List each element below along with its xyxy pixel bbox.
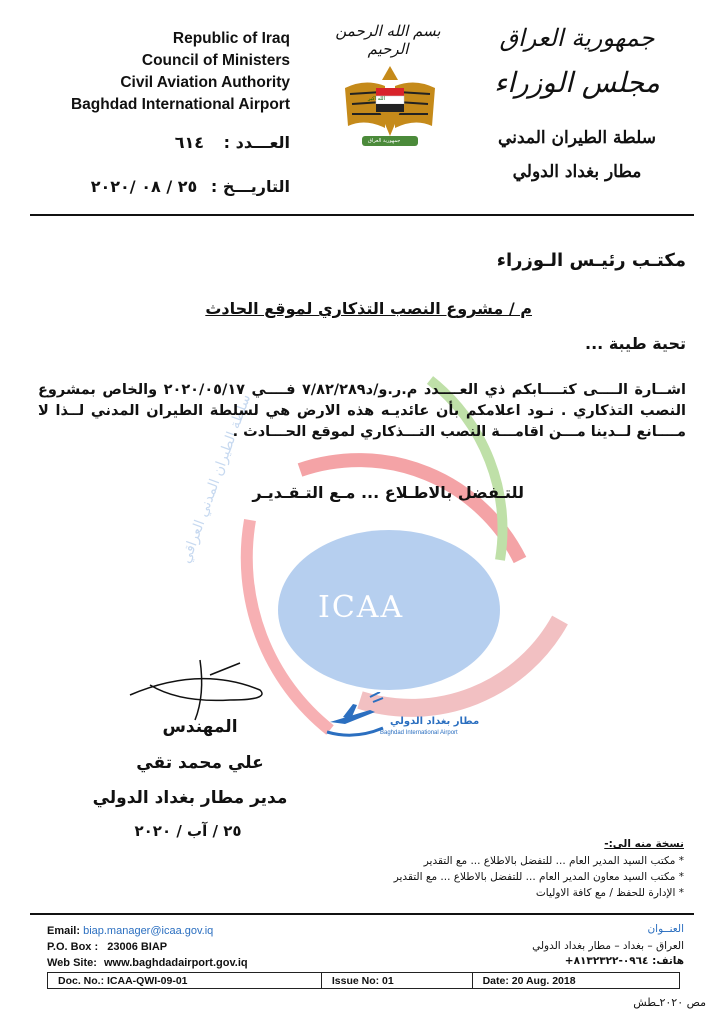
address-label: العنــوان — [647, 923, 684, 935]
doc-number: Doc. No.: ICAA-QWI-09-01 — [48, 973, 322, 989]
emblem-text-bottom: جمهورية العراق — [368, 138, 401, 144]
email-link[interactable]: biap.manager@icaa.gov.iq — [83, 925, 214, 937]
ref-number-value: ٦١٤ — [174, 133, 205, 152]
letter-body: اشــارة الــــى كتــــابكم ذي العــــدد م.ر.و/د٧/٨٢/٢٨٩ فــــي ٢٠٢٠/٠٥/١٧ والخاص بمشروع النصب التذكاري . نـود اعلامكم بأن عائديـه هذه الارض هي لسلطة الطيران المدني لــذا لا مــــانع لــدينا مـــن اقامـــة النصب التـــذكاري لموقع الحـــادث . — [38, 382, 686, 440]
header-ar-authority: سلطة الطيران المدني — [498, 128, 656, 148]
copies-heading: نسخة منه الى:- — [604, 838, 684, 850]
pobox-label: P.O. Box : — [47, 941, 99, 953]
watermark-arc-text: سلطة الطيران المدني العراقي — [178, 392, 255, 566]
airport-logo-icon — [325, 692, 385, 742]
greeting: تحية طيبة ... — [585, 334, 686, 353]
ref-number-row — [110, 133, 290, 152]
basmala: بسم الله الرحمن الرحيم — [335, 22, 441, 58]
phone-value: هاتف: ٠٩٦٤-٨١٣٢٣٢٢+ — [564, 955, 684, 967]
header-en-line: Baghdad International Airport — [70, 96, 290, 113]
signer-title: المهندس — [162, 717, 238, 737]
footer-web-row — [47, 957, 248, 969]
copy-item: * مكتب السيد معاون المدير العام ... للتفضل بالاطلاع ... مع التقدير — [393, 871, 684, 883]
footer-email-row — [47, 925, 213, 937]
date-row — [60, 177, 290, 196]
address-value: العراق – بغداد – مطار بغداد الدولي — [532, 940, 684, 952]
signature-scribble — [110, 655, 290, 725]
email-label: Email: — [47, 925, 81, 937]
footer-divider — [30, 913, 694, 915]
signature-date: ٢٥ / آب / ٢٠٢٠ — [134, 822, 242, 840]
addressee: مكتـب رئيـس الـوزراء — [496, 250, 686, 271]
pobox-value: 23006 BIAP — [107, 941, 168, 953]
copy-item: * الإدارة للحفظ / مع كافة الاوليات — [535, 887, 684, 899]
signer-position: مدير مطار بغداد الدولي — [92, 788, 288, 808]
doc-date: Date: 20 Aug. 2018 — [472, 973, 679, 989]
closing: للتـفضل بالاطـلاع ... مـع التـقـديـر — [252, 483, 524, 502]
header-en-line: Civil Aviation Authority — [120, 74, 290, 91]
copy-item: * مكتب السيد المدير العام ... للتفضل بالاطلاع ... مع التقدير — [423, 855, 684, 867]
airport-stamp-ar: مطار بغداد الدولي — [390, 716, 480, 727]
icaa-watermark-text: ICAA — [318, 590, 405, 625]
date-label: التاريـــخ : — [210, 177, 290, 196]
subject: م / مشروع النصب التذكاري لموقع الحادث — [205, 299, 532, 318]
header-en-line: Republic of Iraq — [172, 30, 290, 47]
header-ar-republic: جمهورية العراق — [499, 24, 655, 52]
web-label: Web Site: — [47, 957, 97, 969]
header-ar-airport: مطار بغداد الدولي — [512, 162, 642, 182]
ref-number-label: العـــدد : — [223, 133, 290, 152]
document-info-table — [47, 972, 680, 989]
header-english — [20, 28, 290, 116]
emblem-text-top: الله اكبر — [368, 96, 385, 102]
issue-number: Issue No: 01 — [321, 973, 472, 989]
date-value: ٢٥ / ٠٨ /٢٠٢٠ — [90, 177, 198, 196]
airport-stamp-en: Baghdad International Airport — [380, 730, 458, 736]
web-link[interactable]: www.baghdadairport.gov.iq — [103, 957, 248, 969]
corner-code: مص ٢٠٢٠ـطش — [633, 996, 706, 1009]
signer-name: علي محمد تقي — [136, 753, 264, 773]
header-ar-council: مجلس الوزراء — [494, 66, 660, 99]
footer-pobox-row — [47, 941, 167, 953]
header-divider — [30, 214, 694, 216]
header-en-line: Council of Ministers — [141, 52, 290, 69]
